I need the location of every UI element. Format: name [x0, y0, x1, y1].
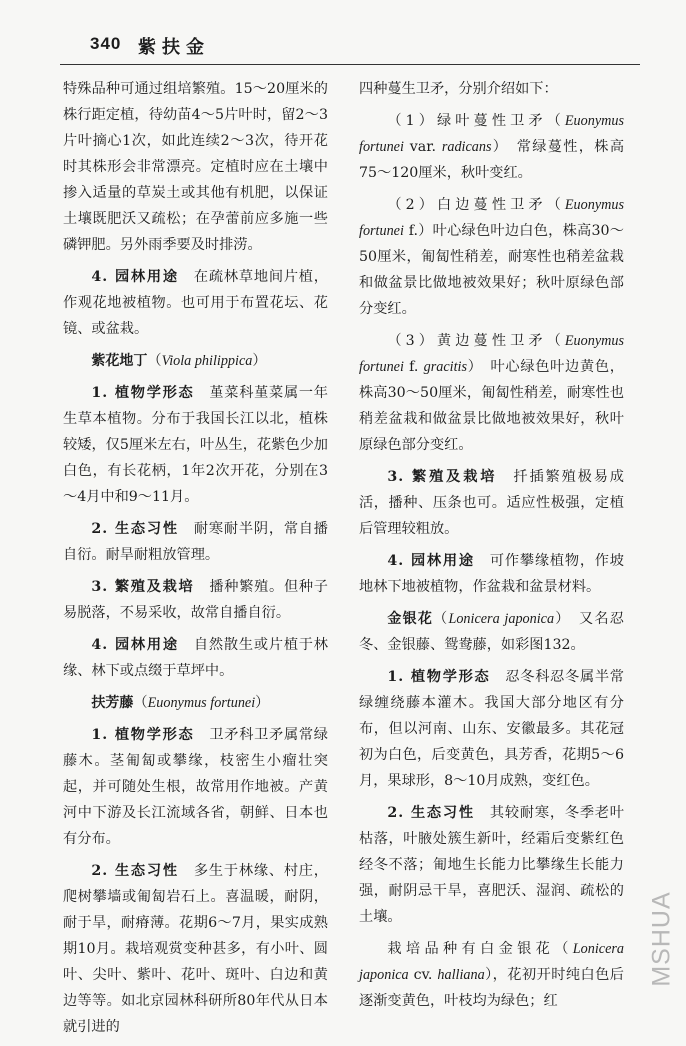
- paragraph: [63, 722, 328, 852]
- subsection-label: 2. 生态习性: [91, 863, 179, 879]
- subsection-label: 1. 植物学形态: [91, 385, 195, 401]
- paragraph-text: 在疏林草地间片植，作观花地被植物。也可用于布置花坛、花镜、或盆栽。: [63, 269, 328, 337]
- latin-name: Lonicera japonica: [448, 611, 555, 627]
- subsection-label: 3. 繁殖及栽培: [387, 469, 498, 485]
- latin-name: Euonymus fortunei: [147, 695, 256, 711]
- paragraph-text: f.）叶心绿色叶边白色，株高30～50厘米，匍匐性稍差，耐寒性也稍差盆栽和做盆景比做地被效果好；秋叶原绿色部分变红。: [359, 223, 624, 317]
- paragraph-text: 特殊品种可通过组培繁殖。15～20厘米的株行距定植，待幼苗4～5片叶时，留2～3片叶摘心1次，如此连续2～3次，待开花时其株形会非常漂亮。定植时应在土壤中掺入适量的草炭土或其他有机肥，以保证土壤既肥沃又疏松；在孕蕾前应多施一些磷钾肥。另外雨季要及时排涝。: [63, 81, 328, 253]
- paragraph-text: 可作攀缘植物，作坡地林下地被植物，作盆栽和盆景材料。: [359, 553, 624, 595]
- paragraph-text: ），花初开时纯白色后逐渐变黄色，叶枝均为绿色；红: [359, 967, 624, 1009]
- paragraph: [63, 858, 328, 1040]
- subsection-label: 1. 植物学形态: [387, 669, 491, 685]
- paragraph-text: （2）白边蔓性卫矛（: [387, 197, 565, 213]
- paragraph: [63, 264, 328, 342]
- paragraph: [63, 632, 328, 684]
- paragraph: [359, 192, 624, 322]
- page-header: [60, 30, 640, 60]
- paragraph: [359, 108, 624, 186]
- subsection-label: 2. 生态习性: [387, 805, 475, 821]
- paragraph-text: 卫矛科卫矛属常绿藤木。茎匍匐或攀缘，枝密生小瘤壮突起，并可随处生根，故常用作地被。产黄河中下游及长江流域各省，朝鲜、日本也有分布。: [63, 727, 328, 847]
- subsection-label: 2. 生态习性: [91, 521, 179, 537]
- book-title: 紫扶金: [138, 37, 210, 58]
- section-heading: 紫花地丁: [91, 353, 148, 369]
- page-number: 340: [90, 34, 122, 53]
- paragraph: [359, 800, 624, 930]
- paragraph-text: 自然散生或片植于林缘、林下或点缀于草坪中。: [63, 637, 328, 679]
- paragraph-text: （: [147, 353, 162, 369]
- latin-name: gracitis: [423, 359, 468, 375]
- paragraph-text: 四种蔓生卫矛，分别介绍如下：: [359, 81, 558, 97]
- watermark-text: MSHUA: [647, 891, 676, 987]
- left-text-column: [63, 76, 328, 1046]
- right-text-column: [359, 76, 624, 1020]
- paragraph-text: 堇菜科堇菜属一年生草本植物。分布于我国长江以北，植株较矮，仅5厘米左右，叶丛生，花紫色少加白色，有长花柄，1年2次开花，分别在3～4月中和9～11月。: [63, 385, 328, 505]
- paragraph-text: 扦插繁殖极易成活，播种、压条也可。适应性极强，定植后管理较粗放。: [359, 469, 624, 537]
- subsection-label: 4. 园林用途: [387, 553, 475, 569]
- latin-name: radicans: [441, 139, 492, 155]
- header-rule: [60, 64, 640, 65]
- paragraph-text: （: [133, 695, 148, 711]
- paragraph-text: 耐寒耐半阴，常自播自衍。耐旱耐粗放管理。: [63, 521, 328, 563]
- paragraph-text: ） 常绿蔓性，株高75～120厘米，秋叶变红。: [359, 139, 625, 181]
- paragraph-text: ） 叶心绿色叶边黄色，株高30～50厘米，匍匐性稍差，耐寒性也稍差盆栽和做盆景比做地被效果好，秋叶原绿色部分变红。: [359, 359, 624, 453]
- paragraph-text: （1）绿叶蔓性卫矛（: [387, 113, 565, 129]
- latin-name: Euonymus fortunei: [359, 113, 624, 155]
- section-heading: 扶芳藤: [91, 695, 134, 711]
- paragraph-text: f.: [403, 359, 424, 375]
- paragraph: [359, 548, 624, 600]
- latin-name: halliana: [437, 967, 485, 983]
- latin-name: Euonymus fortunei: [359, 197, 624, 239]
- paragraph-text: 多生于林缘、村庄，爬树攀墙或匍匐岩石上。喜温暖，耐阴，耐于旱，耐瘠薄。花期6～7月，果实成熟期10月。栽培观赏变种甚多，有小叶、圆叶、尖叶、紫叶、花叶、斑叶、白边和黄边等等。如北京园林科研所80年代从日本就引进的: [63, 863, 328, 1035]
- paragraph: [359, 328, 624, 458]
- paragraph-text: 播种繁殖。但种子易脱落，不易采收，故常自播自衍。: [63, 579, 328, 621]
- subsection-label: 1. 植物学形态: [91, 727, 195, 743]
- paragraph-text: ） 又名忍冬、金银藤、鸳鸯藤，如彩图132。: [359, 611, 624, 653]
- paragraph-text: （: [433, 611, 449, 627]
- paragraph-text: ）: [252, 353, 267, 369]
- paragraph: [63, 380, 328, 510]
- paragraph-text: ）: [255, 695, 270, 711]
- latin-name: Viola philippica: [161, 353, 253, 369]
- paragraph-text: （3）黄边蔓性卫矛（: [387, 333, 565, 349]
- subsection-label: 4. 园林用途: [91, 269, 179, 285]
- subsection-label: 3. 繁殖及栽培: [91, 579, 195, 595]
- latin-name: Euonymus fortunei: [359, 333, 624, 375]
- paragraph: [63, 574, 328, 626]
- paragraph: [63, 516, 328, 568]
- paragraph: [359, 464, 624, 542]
- latin-name: Lonicera japonica: [359, 941, 624, 983]
- section-heading: 金银花: [387, 611, 434, 627]
- paragraph: [359, 606, 624, 658]
- paragraph: [63, 348, 328, 374]
- paragraph: [63, 76, 328, 258]
- paragraph: [63, 690, 328, 716]
- watermark: [642, 884, 682, 994]
- paragraph-text: 其较耐寒，冬季老叶枯落，叶腋处簇生新叶，经霜后变紫红色经冬不落；匍地生长能力比攀缘生长能力强，耐阴忌干旱，喜肥沃、湿润、疏松的土壤。: [359, 805, 624, 925]
- paragraph-text: var.: [403, 139, 442, 155]
- paragraph: [359, 664, 624, 794]
- paragraph-text: 忍冬科忍冬属半常绿缠绕藤本灌木。我国大部分地区有分布，但以河南、山东、安徽最多。其花冠初为白色，后变黄色，具芳香，花期5～6月，果球形，8～10月成熟，变红色。: [359, 669, 624, 789]
- paragraph-text: cv.: [408, 967, 438, 983]
- subsection-label: 4. 园林用途: [91, 637, 179, 653]
- paragraph: [359, 76, 624, 102]
- paragraph: [359, 936, 624, 1014]
- paragraph-text: 栽培品种有白金银花（: [387, 941, 573, 957]
